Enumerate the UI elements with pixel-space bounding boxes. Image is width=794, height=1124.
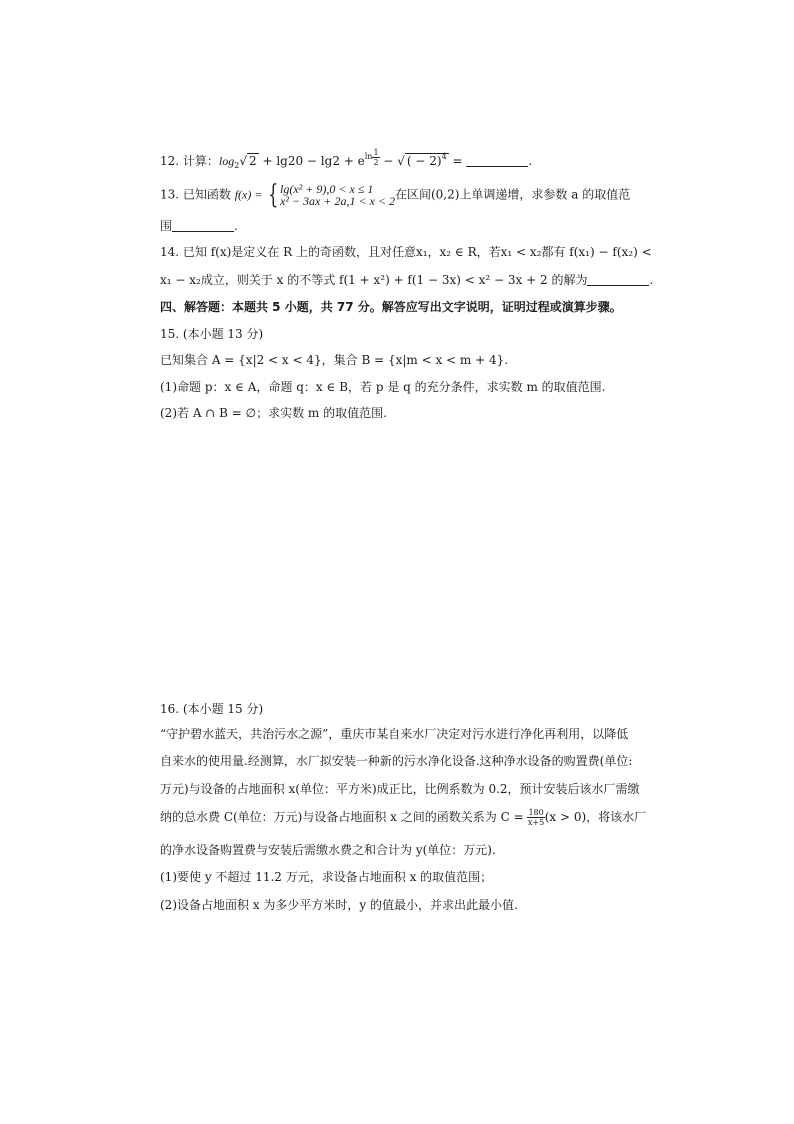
question-16-header: 16. (本小题 15 分) xyxy=(160,702,264,716)
q12-answer-blank[interactable] xyxy=(466,154,528,167)
question-12: 12. 计算：$\log_2√$ $2 + \lg 20 - \lg 2 + e^{ln \frac{1}{2}}$ − √ ( − 2)$^4$ = . xyxy=(160,147,533,170)
question-15-sets: 已知集合 A = {x|2 < x < 4}，集合 B = {x|m < x < m + 4}. xyxy=(160,353,509,367)
q12-end: . xyxy=(528,154,533,168)
q12-half-num: 1 xyxy=(373,147,379,157)
q16-frac-den: x+5 xyxy=(527,818,545,827)
q12-half-den: 2 xyxy=(373,157,379,167)
question-15-header: 15. (本小题 13 分) xyxy=(160,327,264,341)
question-16-part-1: (1)要使 y 不超过 11.2 万元，求设备占地面积 x 的取值范围； xyxy=(160,870,493,884)
question-16-line-1: “守护碧水蓝天，共治污水之源”，重庆市某自来水厂决定对污水进行净化再利用，以降低 xyxy=(160,727,629,741)
q12-equals: = xyxy=(448,154,467,168)
q12-exponent xyxy=(364,147,380,167)
question-16-part-2: (2)设备占地面积 x 为多少平方米时，y 的值最小，并求出此最小值. xyxy=(160,898,518,912)
q13-end: . xyxy=(234,219,238,233)
q13-suffix: 在区间(0,2)上单调递增，求参数 a 的取值范 xyxy=(394,187,631,202)
question-16-line-5: 的净水设备购置费与安装后需缴水费之和合计为 y(单位：万元). xyxy=(160,843,496,857)
q13-answer-blank[interactable] xyxy=(172,219,234,232)
q13-case-2: x² − 3ax + 2a,1 < x < 2 xyxy=(280,194,395,208)
q13-prefix: 13. 已知函数 xyxy=(160,187,235,202)
q12-term2: + lg20 − lg2 + e xyxy=(258,154,365,168)
q12-radicand-2 xyxy=(405,153,449,168)
q12-minus: − xyxy=(379,154,398,168)
question-15-part-2: (2)若 A ∩ B = ∅；求实数 m 的取值范围. xyxy=(160,406,387,420)
q12-half xyxy=(372,148,379,167)
q14-end: . xyxy=(649,273,654,287)
q16-frac-num: 180 xyxy=(528,808,544,817)
question-13 xyxy=(160,182,630,208)
question-15-part-1: (1)命题 p：x ∈ A，命题 q：x ∈ B，若 p 是 q 的充分条件，求实数 m 的取值范围. xyxy=(160,380,606,394)
q13-line2: 围 xyxy=(160,219,173,233)
q12-power: 4 xyxy=(441,152,447,161)
q16-line4-pre: 纳的总水费 C(单位：万元)与设备占地面积 x 之间的函数关系为 C = xyxy=(160,810,528,824)
q12-neg-two: ( − 2) xyxy=(406,154,442,168)
question-16-line-3: 万元)与设备的占地面积 x(单位：平方米)成正比，比例系数为 0.2，预计安装后该水厂需缴 xyxy=(160,782,640,796)
q12-log: log xyxy=(218,154,235,168)
q12-prefix: 12. 计算： xyxy=(160,154,219,168)
q12-radicand: 2 xyxy=(249,154,257,168)
question-14-line-2 xyxy=(160,272,653,288)
q14-answer-blank[interactable] xyxy=(587,273,649,286)
q14-line2: x₁ − x₂成立，则关于 x 的不等式 f(1 + x²) + f(1 − 3x) < x² − 3x + 2 的解为 xyxy=(160,273,588,287)
q13-brace: { xyxy=(268,180,279,210)
question-16-line-2: 自来水的使用量.经测算，水厂拟安装一种新的污水净化设备.这种净水设备的购置费(单位: xyxy=(160,754,633,768)
q13-fx: f(x) = xyxy=(234,187,266,202)
question-16-line-4 xyxy=(160,808,646,827)
q16-line4-post: (x > 0)，将该水厂 xyxy=(544,810,647,824)
question-13-line-2 xyxy=(160,218,238,234)
q13-case-1: lg(x² + 9),0 < x ≤ 1 xyxy=(280,182,374,196)
section-4-heading: 四、解答题：本题共 5 小题，共 77 分。解答应写出文字说明，证明过程或演算步骤。 xyxy=(160,300,622,314)
q12-log-base: 2 xyxy=(234,161,240,170)
q12-ln: ln xyxy=(364,152,373,161)
q13-cases xyxy=(280,183,395,207)
question-14-line-1: 14. 已知 f(x)是定义在 R 上的奇函数，且对任意x₁，x₂ ∈ R，若x₁ < x₂都有 f(x₁) − f(x₂) < xyxy=(160,245,652,259)
q16-fraction xyxy=(527,808,544,827)
